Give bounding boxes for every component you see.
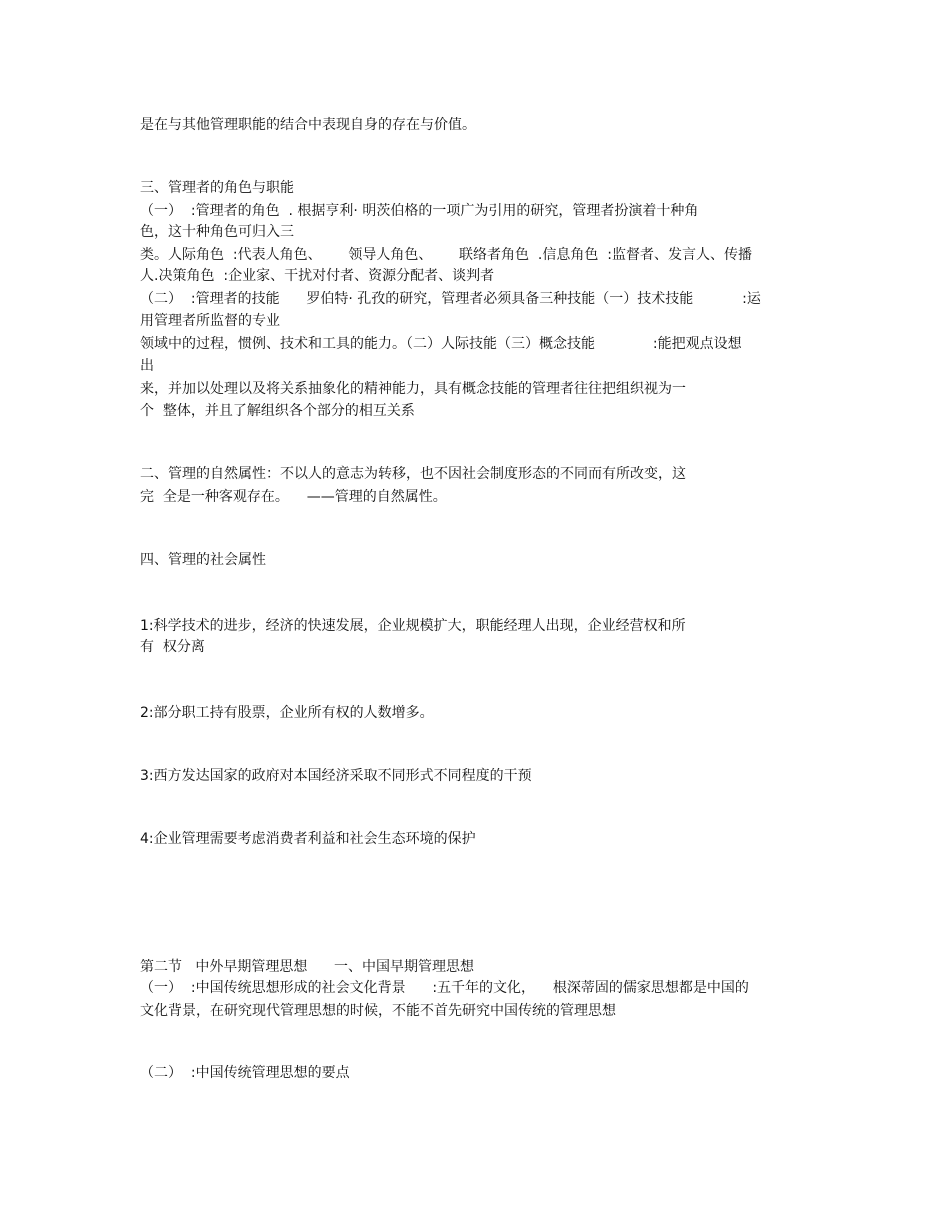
- text-line: 文化背景，在研究现代管理思想的时候，不能不首先研究中国传统的管理思想: [140, 1003, 616, 1019]
- section-heading: 四、管理的社会属性: [140, 552, 266, 568]
- text-line: （二） :中国传统管理思想的要点: [140, 1065, 350, 1081]
- text-line: 是在与其他管理职能的结合中表现自身的存在与价值。: [140, 117, 476, 133]
- text-line: （一） :管理者的角色 . 根据亨利· 明茨伯格的一项广为引用的研究，管理者扮演着十种角: [140, 203, 699, 219]
- text-line: 领域中的过程，惯例、技术和工具的能力。（二）人际技能（三）概念技能 :能把观点设想: [140, 336, 742, 352]
- text-line: 人.决策角色 :企业家、干扰对付者、资源分配者、谈判者: [140, 268, 495, 284]
- list-item-continuation: 有 权分离: [140, 639, 205, 655]
- text-line: 来，并加以处理以及将关系抽象化的精神能力，具有概念技能的管理者往往把组织视为一: [140, 381, 686, 397]
- list-item: 3:西方发达国家的政府对本国经济采取不同形式不同程度的干预: [140, 768, 532, 784]
- section-heading: 三、管理者的角色与职能: [140, 180, 294, 196]
- text-line: 出: [140, 358, 154, 374]
- text-line: 色，这十种角色可归入三: [140, 224, 294, 240]
- text-line: 用管理者所监督的专业: [140, 313, 280, 329]
- text-line: （二） :管理者的技能 罗伯特· 孔孜的研究，管理者必须具备三种技能（一）技术技能 :运: [140, 291, 761, 307]
- list-item: 4:企业管理需要考虑消费者利益和社会生态环境的保护: [140, 831, 476, 847]
- list-item: 1:科学技术的进步，经济的快速发展，企业规模扩大，职能经理人出现，企业经营权和所: [140, 618, 686, 634]
- text-line: 完 全是一种客观存在。 ——管理的自然属性。: [140, 489, 447, 505]
- list-item: 2:部分职工持有股票，企业所有权的人数增多。: [140, 705, 434, 721]
- chapter-heading: 第二节 中外早期管理思想 一、中国早期管理思想: [140, 959, 475, 975]
- text-line: 类。人际角色 :代表人角色、 领导人角色、 联络者角色 .信息角色 :监督者、发言人、传播: [140, 247, 752, 263]
- text-line: 个 整体，并且了解组织各个部分的相互关系: [140, 403, 415, 419]
- text-line: 二、管理的自然属性：不以人的意志为转移，也不因社会制度形态的不同而有所改变，这: [140, 466, 686, 482]
- text-line: （一） :中国传统思想形成的社会文化背景 :五千年的文化， 根深蒂固的儒家思想都是中国的: [140, 980, 749, 996]
